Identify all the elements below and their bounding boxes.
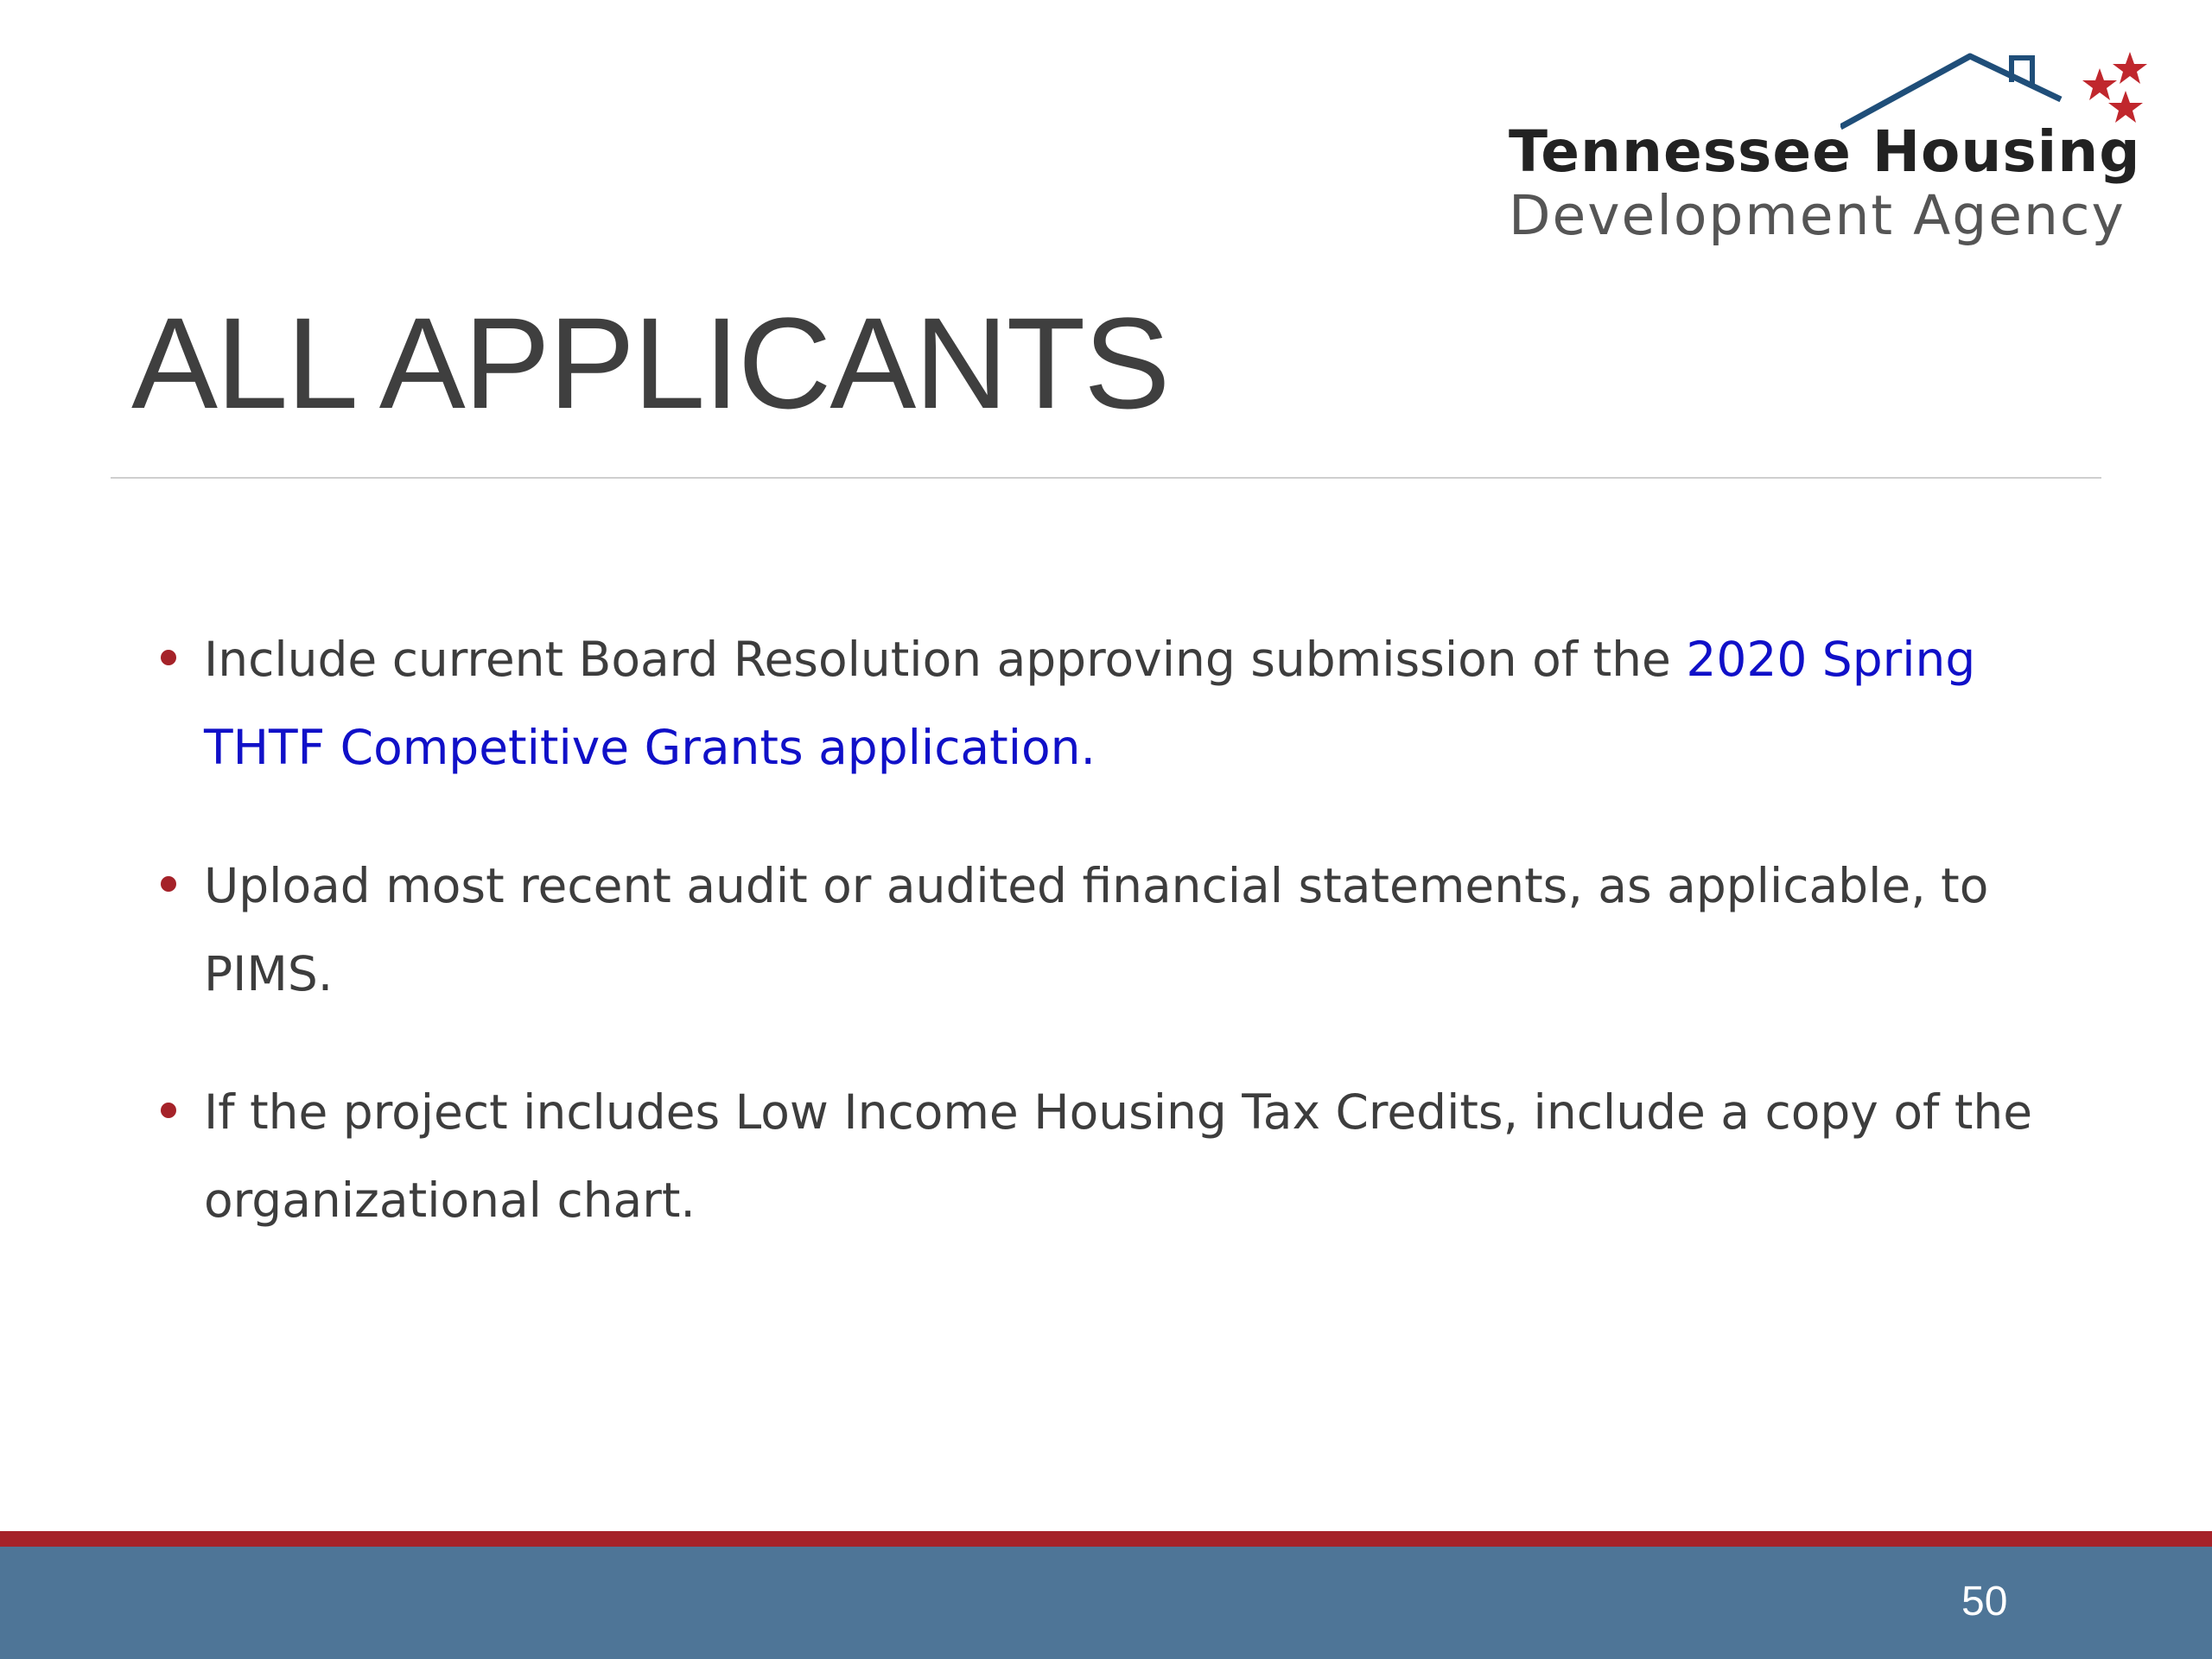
logo-subtitle: Development Agency (1509, 184, 2126, 247)
bullet-dot-icon (161, 1103, 176, 1118)
footer-bar (0, 1547, 2212, 1659)
footer-accent-stripe (0, 1531, 2212, 1547)
bullet-list (156, 615, 2091, 1294)
bullet-dot-icon (161, 876, 176, 892)
title-divider (111, 477, 2101, 479)
bullet-item (156, 1068, 2091, 1244)
bullet-text: If the project includes Low Income Housing Tax Credits, include a copy of the organizational chart. (204, 1084, 2033, 1228)
bullet-text: Include current Board Resolution approving submission of the (204, 632, 1687, 687)
bullet-item (156, 842, 2091, 1018)
bullet-dot-icon (161, 650, 176, 665)
page-number: 50 (1961, 1579, 2008, 1624)
bullet-item (156, 615, 2091, 791)
slide-title: ALL APPLICANTS (131, 290, 1169, 435)
bullet-highlight-text: 2020 Spring THTF Competitive Grants application. (204, 632, 1976, 775)
tennessee-housing-logo (1503, 48, 2160, 255)
logo-title: Tennessee Housing (1509, 118, 2141, 185)
bullet-text: Upload most recent audit or audited financial statements, as applicable, to PIMS. (204, 858, 1989, 1001)
